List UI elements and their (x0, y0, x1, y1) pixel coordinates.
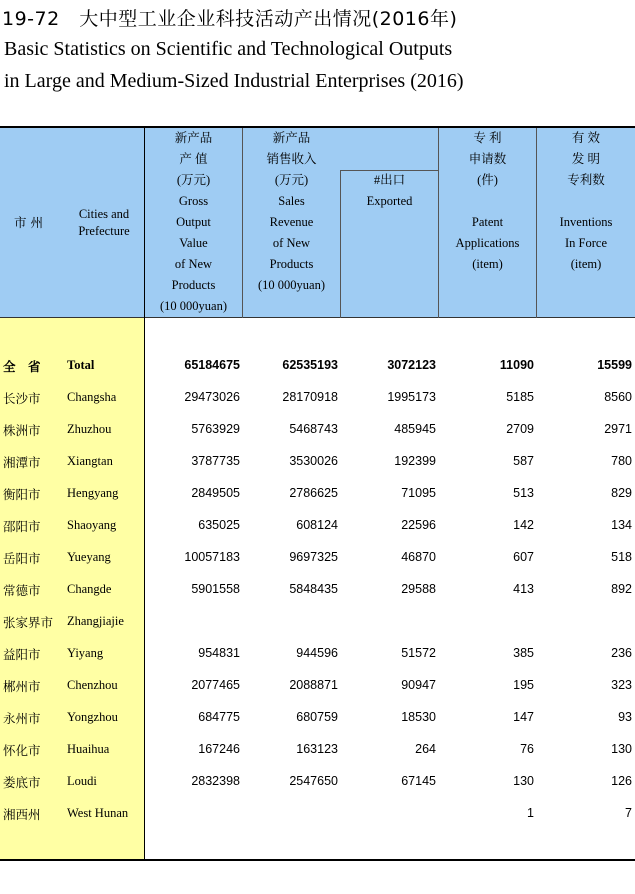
header-col-new-product-output (145, 128, 242, 317)
row-city-en: Zhuzhou (67, 422, 112, 436)
row-value-col2: 680759 (296, 710, 338, 724)
row-value-col3: 192399 (394, 454, 436, 468)
row-value-col2: 62535193 (282, 358, 338, 372)
row-value-col4: 5185 (506, 390, 534, 404)
header-col-exported (341, 170, 438, 212)
row-value-col5: 518 (611, 550, 632, 564)
table-row (0, 773, 635, 793)
row-value-col2: 2786625 (289, 486, 338, 500)
header-city-en (66, 206, 142, 240)
header-line: Gross (178, 194, 209, 208)
row-city-cn: 郴州市 (3, 679, 41, 694)
header-line: 新产品 (174, 131, 213, 145)
table-row (0, 677, 635, 697)
row-value-col1: 65184675 (184, 358, 240, 372)
row-value-col5: 829 (611, 486, 632, 500)
table-row (0, 613, 635, 633)
header-line: #出口 (373, 173, 406, 187)
row-value-col1: 10057183 (184, 550, 240, 564)
row-value-col3: 29588 (401, 582, 436, 596)
row-value-col2: 3530026 (289, 454, 338, 468)
row-value-col2: 2547650 (289, 774, 338, 788)
header-col-inventions-in-force (537, 128, 635, 275)
table-row (0, 485, 635, 505)
row-city-cn: 常德市 (3, 583, 41, 598)
row-value-col4: 587 (513, 454, 534, 468)
row-value-col3: 71095 (401, 486, 436, 500)
header-line: (10 000yuan) (160, 299, 227, 313)
row-value-col3: 90947 (401, 678, 436, 692)
header-line: 专 利 (473, 131, 502, 145)
table-row-total (0, 357, 635, 377)
header-line: (万元) (274, 173, 309, 187)
row-value-col5: 93 (618, 710, 632, 724)
row-value-col2: 944596 (296, 646, 338, 660)
row-value-col2: 28170918 (282, 390, 338, 404)
row-value-col3: 264 (415, 742, 436, 756)
header-line: of New (174, 257, 213, 271)
row-value-col1: 2832398 (191, 774, 240, 788)
row-value-col2: 9697325 (289, 550, 338, 564)
header-line: (item) (570, 257, 602, 271)
row-value-col4: 607 (513, 550, 534, 564)
row-city-cn: 张家界市 (3, 615, 54, 630)
header-city-cn: 市 州 (14, 215, 43, 230)
row-city-cn: 衡阳市 (3, 487, 41, 502)
header-line: 产 值 (179, 152, 208, 166)
row-city-cn: 湘潭市 (3, 455, 41, 470)
row-value-col5: 892 (611, 582, 632, 596)
header-line: Patent (471, 215, 504, 229)
row-city-cn: 湘西州 (3, 807, 41, 822)
header-line: (item) (472, 257, 503, 271)
row-value-col1: 2077465 (191, 678, 240, 692)
row-value-col3: 22596 (401, 518, 436, 532)
table-row (0, 421, 635, 441)
header-line: 销售收入 (266, 152, 317, 166)
row-value-col2: 5848435 (289, 582, 338, 596)
header-line: Output (176, 215, 211, 229)
row-city-en: Total (67, 358, 95, 372)
row-city-en: Huaihua (67, 742, 110, 756)
table-title-en-line1: Basic Statistics on Scientific and Technological Outputs (4, 38, 453, 60)
header-bottom-rule (0, 317, 635, 318)
header-line: Products (269, 257, 314, 271)
row-city-en: Loudi (67, 774, 97, 788)
row-value-col2: 2088871 (289, 678, 338, 692)
row-value-col1: 635025 (198, 518, 240, 532)
table-row (0, 517, 635, 537)
row-city-en: Changsha (67, 390, 117, 404)
row-value-col1: 3787735 (191, 454, 240, 468)
table-title-en-line2: in Large and Medium-Sized Industrial Enterprises (2016) (4, 70, 464, 92)
row-city-en: Hengyang (67, 486, 119, 500)
table-row (0, 389, 635, 409)
header-line: (10 000yuan) (258, 278, 325, 292)
row-city-en: Xiangtan (67, 454, 113, 468)
header-line: In Force (565, 236, 607, 250)
bottom-rule (0, 859, 635, 861)
row-value-col4: 142 (513, 518, 534, 532)
header-city-en-line: Prefecture (78, 224, 130, 238)
row-value-col4: 385 (513, 646, 534, 660)
row-city-cn: 全 省 (3, 359, 41, 374)
table-row (0, 549, 635, 569)
row-city-cn: 娄底市 (3, 775, 41, 790)
header-line: Inventions (559, 215, 613, 229)
row-value-col3: 18530 (401, 710, 436, 724)
row-value-col3: 3072123 (387, 358, 436, 372)
row-value-col5: 7 (625, 806, 632, 820)
row-city-en: Yiyang (67, 646, 104, 660)
row-city-cn: 永州市 (3, 711, 41, 726)
header-line: Exported (366, 194, 413, 208)
table-row (0, 805, 635, 825)
row-city-cn: 岳阳市 (3, 551, 41, 566)
row-value-col4: 130 (513, 774, 534, 788)
row-city-en: Changde (67, 582, 112, 596)
row-value-col4: 2709 (506, 422, 534, 436)
row-value-col4: 413 (513, 582, 534, 596)
row-value-col3: 1995173 (387, 390, 436, 404)
header-line: 专利数 (567, 173, 605, 187)
row-value-col1: 5901558 (191, 582, 240, 596)
row-value-col5: 130 (611, 742, 632, 756)
row-value-col1: 5763929 (191, 422, 240, 436)
header-line: Value (179, 236, 208, 250)
row-value-col1: 167246 (198, 742, 240, 756)
row-city-en: Shaoyang (67, 518, 117, 532)
row-value-col5: 236 (611, 646, 632, 660)
row-city-en: Zhangjiajie (67, 614, 124, 628)
row-value-col3: 485945 (394, 422, 436, 436)
row-value-col1: 29473026 (184, 390, 240, 404)
row-city-cn: 益阳市 (3, 647, 41, 662)
header-line: 发 明 (571, 152, 601, 166)
table-row (0, 645, 635, 665)
row-value-col2: 608124 (296, 518, 338, 532)
row-value-col4: 1 (527, 806, 534, 820)
row-value-col3: 46870 (401, 550, 436, 564)
header-line: of New (272, 236, 311, 250)
row-value-col1: 2849505 (191, 486, 240, 500)
row-city-cn: 邵阳市 (3, 519, 41, 534)
row-value-col4: 195 (513, 678, 534, 692)
row-city-cn: 怀化市 (3, 743, 41, 758)
table-row (0, 709, 635, 729)
row-city-en: Yueyang (67, 550, 111, 564)
row-value-col4: 11090 (499, 358, 534, 372)
row-value-col2: 5468743 (289, 422, 338, 436)
row-city-cn: 长沙市 (3, 391, 41, 406)
header-line: Products (171, 278, 216, 292)
row-value-col2: 163123 (296, 742, 338, 756)
header-city-en-line: Cities and (78, 207, 130, 221)
row-value-col4: 76 (520, 742, 534, 756)
row-value-col5: 126 (611, 774, 632, 788)
row-value-col1: 954831 (198, 646, 240, 660)
row-value-col5: 15599 (597, 358, 632, 372)
row-value-col5: 323 (611, 678, 632, 692)
row-value-col5: 780 (611, 454, 632, 468)
row-value-col5: 134 (611, 518, 632, 532)
row-value-col5: 8560 (604, 390, 632, 404)
header-line: Sales (278, 194, 305, 208)
row-city-en: West Hunan (67, 806, 129, 820)
row-value-col3: 67145 (401, 774, 436, 788)
header-line: Revenue (269, 215, 314, 229)
header-line: (件) (477, 173, 498, 187)
table-row (0, 581, 635, 601)
header-col-new-product-sales (243, 128, 340, 296)
row-city-cn: 株洲市 (3, 423, 41, 438)
header-line: 申请数 (468, 152, 507, 166)
header-line: 新产品 (272, 131, 311, 145)
header-line: Applications (455, 236, 520, 250)
table-row (0, 741, 635, 761)
header-line: (万元) (176, 173, 211, 187)
row-value-col5: 2971 (604, 422, 632, 436)
row-value-col3: 51572 (401, 646, 436, 660)
header-line (537, 191, 635, 212)
row-value-col4: 147 (513, 710, 534, 724)
header-col-patent-applications (439, 128, 536, 275)
row-city-en: Chenzhou (67, 678, 118, 692)
table-row (0, 453, 635, 473)
header-line: 有 效 (571, 131, 601, 145)
row-value-col1: 684775 (198, 710, 240, 724)
row-city-en: Yongzhou (67, 710, 118, 724)
row-value-col4: 513 (513, 486, 534, 500)
header-line (439, 191, 536, 212)
table-title-cn: 19-72 大中型工业企业科技活动产出情况(2016年) (2, 8, 458, 30)
